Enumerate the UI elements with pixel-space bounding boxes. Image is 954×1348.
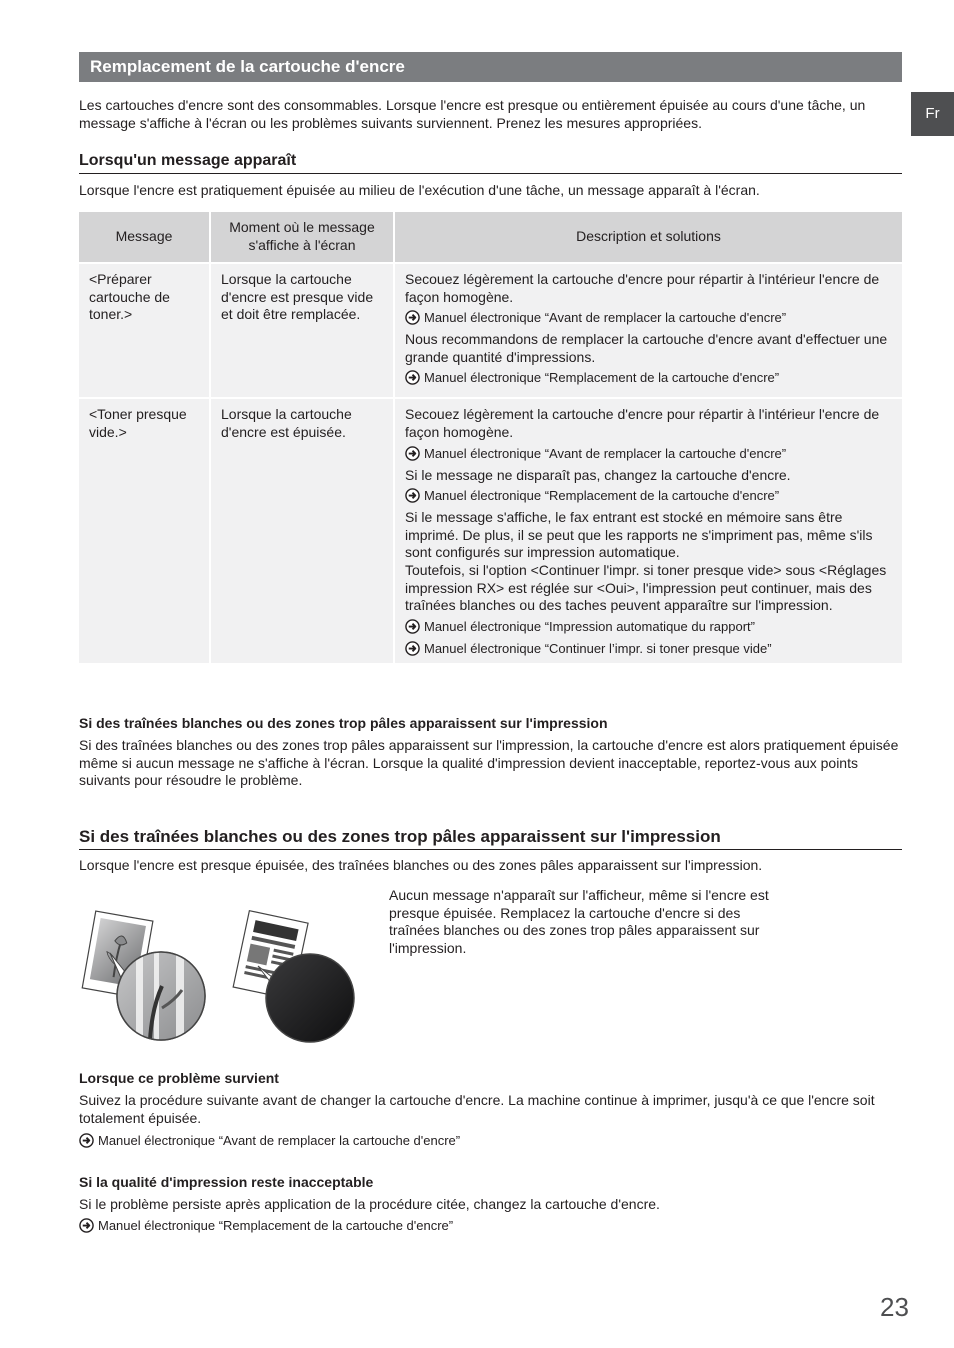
table-header: Message: [79, 212, 210, 263]
section-message-text: Lorsque l'encre est pratiquement épuisée au milieu de l'exécution d'une tâche, un message apparaît à l'écran.: [79, 182, 760, 198]
manual-reference-text: Manuel électronique “Impression automatique du rapport”: [424, 618, 755, 634]
section-heading-message: Lorsqu'un message apparaît: [79, 151, 902, 174]
manual-reference-text: Manuel électronique “Continuer l’impr. si toner presque vide”: [424, 640, 772, 656]
manual-reference[interactable]: [405, 445, 892, 462]
arrow-right-icon: [405, 310, 420, 325]
table-header-row: [79, 212, 902, 263]
manual-reference[interactable]: [405, 618, 892, 635]
arrow-right-icon: [405, 641, 420, 656]
description-text: Si le message ne disparaît pas, changez la cartouche d'encre.: [405, 466, 791, 483]
manual-reference[interactable]: [405, 309, 892, 326]
arrow-right-icon: [79, 1133, 94, 1148]
table-row: [79, 398, 902, 663]
description-text: Secouez légèrement la cartouche d'encre pour répartir à l'intérieur l'encre de façon homogène.: [405, 271, 880, 305]
manual-reference[interactable]: [405, 369, 892, 386]
table-cell-description: [394, 398, 902, 663]
section-streaks-text: Lorsque l'encre est presque épuisée, des traînées blanches ou des zones pâles apparaissent sur l'impression.: [79, 857, 763, 873]
arrow-right-icon: [405, 619, 420, 634]
manual-reference-text: Manuel électronique “Remplacement de la cartouche d'encre”: [98, 1218, 454, 1233]
manual-reference-text: Manuel électronique “Avant de remplacer la cartouche d'encre”: [98, 1133, 461, 1148]
intro-text: Les cartouches d'encre sont des consommables. Lorsque l'encre est presque ou entièrement épuisée au cours d'une tâche, un message s'affiche à l'écran ou les problèmes suivants surviennent. Prenez les mesures appropriées.: [79, 97, 866, 131]
language-tab[interactable]: Fr: [911, 92, 954, 136]
description-text: Secouez légèrement la cartouche d'encre pour répartir à l'intérieur l'encre de façon homogène.: [405, 406, 880, 440]
manual-reference[interactable]: [79, 1132, 460, 1149]
manual-reference-text: Manuel électronique “Avant de remplacer la cartouche d'encre”: [424, 310, 787, 326]
manual-reference-text: Manuel électronique “Avant de remplacer la cartouche d'encre”: [424, 445, 787, 461]
section-banner: Remplacement de la cartouche d'encre: [79, 52, 902, 82]
note-heading: Si des traînées blanches ou des zones trop pâles apparaissent sur l'impression: [79, 715, 608, 731]
section-heading-streaks: Si des traînées blanches ou des zones trop pâles apparaissent sur l'impression: [79, 827, 902, 850]
manual-reference-text: Manuel électronique “Remplacement de la cartouche d'encre”: [424, 370, 780, 386]
message-table: [79, 212, 902, 665]
arrow-right-icon: [79, 1218, 94, 1233]
description-text: Si le message s'affiche, le fax entrant est stocké en mémoire sans être imprimé. De plus, il se peut que les rapports ne s'impriment pas, même s'ils sont configurés sur impression automatique.: [405, 509, 873, 561]
arrow-right-icon: [405, 446, 420, 461]
manual-reference[interactable]: [79, 1217, 453, 1234]
problem-heading: Lorsque ce problème survient: [79, 1070, 279, 1086]
table-cell-moment: Lorsque la cartouche d'encre est presque vide et doit être remplacée.: [210, 263, 394, 398]
arrow-right-icon: [405, 488, 420, 503]
problem-text: Suivez la procédure suivante avant de changer la cartouche d'encre. La machine continue à imprimer, jusqu'à ce que l'encre soit totalement épuisée.: [79, 1092, 875, 1126]
manual-reference-text: Manuel électronique “Remplacement de la cartouche d'encre”: [424, 488, 780, 504]
arrow-right-icon: [405, 370, 420, 385]
note-text: Si des traînées blanches ou des zones trop pâles apparaissent sur l'impression, la cartouche d'encre est alors pratiquement épuisée même si aucun message ne s'affiche à l'écran. Lorsque la qualité d'impression devient inacceptable, reportez-vous aux points suivants pour résoudre le problème.: [79, 737, 899, 789]
description-text: Toutefois, si l'option <Continuer l'impr. si toner presque vide> sous <Réglages impression RX> est réglée sur <Oui>, l'impression peut continuer, mais des traînées blanches ou des taches peuvent apparaître sur l'impression.: [405, 561, 887, 614]
quality-heading: Si la qualité d'impression reste inacceptable: [79, 1174, 374, 1190]
description-text: Nous recommandons de remplacer la cartouche d'encre avant d'effectuer une grande quantité d'impressions.: [405, 331, 888, 365]
table-cell-description: [394, 263, 902, 398]
manual-reference[interactable]: [405, 640, 892, 657]
table-cell-moment: Lorsque la cartouche d'encre est épuisée.: [210, 398, 394, 663]
quality-text: Si le problème persiste après application de la procédure citée, changez la cartouche d'encre.: [79, 1196, 660, 1212]
table-cell-message: <Toner presque vide.>: [79, 398, 210, 663]
manual-reference[interactable]: [405, 487, 892, 504]
table-cell-message: <Préparer cartouche de toner.>: [79, 263, 210, 398]
table-header: Description et solutions: [394, 212, 902, 263]
streaks-side-text: Aucun message n'apparaît sur l'afficheur, même si l'encre est presque épuisée. Remplacez la cartouche d'encre si des traînées blanches ou des zones trop pâles apparaissent sur l'impression.: [389, 887, 769, 956]
page-number: 23: [880, 1292, 909, 1322]
faded-print-illustration: [80, 908, 370, 1048]
table-header: Moment où le message s'affiche à l'écran: [210, 212, 394, 263]
table-row: [79, 263, 902, 398]
